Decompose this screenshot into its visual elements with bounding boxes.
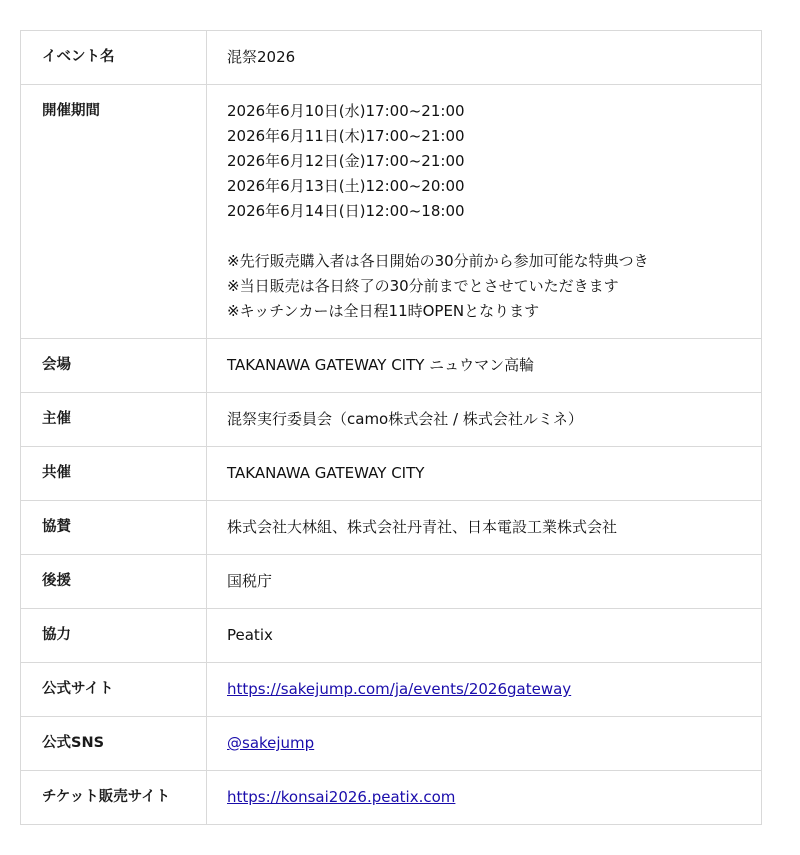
row-value-venue: TAKANAWA GATEWAY CITY ニュウマン高輪 <box>207 339 762 393</box>
table-row-official-sns <box>21 717 762 771</box>
period-note-1: ※先行販売購入者は各日開始の30分前から参加可能な特典つき <box>227 252 649 270</box>
row-value-official-site <box>207 663 762 717</box>
row-value-period <box>207 85 762 339</box>
row-value-organizer: 混祭実行委員会（camo株式会社 / 株式会社ルミネ） <box>207 393 762 447</box>
period-spacer <box>227 224 751 249</box>
table-row-period <box>21 85 762 339</box>
ticket-site-link[interactable]: https://konsai2026.peatix.com <box>227 788 456 806</box>
period-date-1: 2026年6月10日(水)17:00~21:00 <box>227 102 465 120</box>
table-row-organizer <box>21 393 762 447</box>
table-row-official-site <box>21 663 762 717</box>
table-row-event-name <box>21 31 762 85</box>
event-info-table <box>20 30 762 825</box>
table-row-support <box>21 555 762 609</box>
row-value-cooperation: Peatix <box>207 609 762 663</box>
period-date-3: 2026年6月12日(金)17:00~21:00 <box>227 152 465 170</box>
row-label-sponsor: 協賛 <box>21 501 207 555</box>
row-label-cooperation: 協力 <box>21 609 207 663</box>
table-row-co-organizer <box>21 447 762 501</box>
row-value-ticket-site <box>207 771 762 825</box>
row-label-official-sns: 公式SNS <box>21 717 207 771</box>
period-date-4: 2026年6月13日(土)12:00~20:00 <box>227 177 465 195</box>
row-label-official-site: 公式サイト <box>21 663 207 717</box>
period-note-3: ※キッチンカーは全日程11時OPENとなります <box>227 302 540 320</box>
row-label-period: 開催期間 <box>21 85 207 339</box>
row-label-support: 後援 <box>21 555 207 609</box>
row-value-event-name: 混祭2026 <box>207 31 762 85</box>
row-label-venue: 会場 <box>21 339 207 393</box>
official-sns-link[interactable]: @sakejump <box>227 734 315 752</box>
event-info-container <box>20 30 762 825</box>
official-site-link[interactable]: https://sakejump.com/ja/events/2026gateway <box>227 680 572 698</box>
table-row-sponsor <box>21 501 762 555</box>
row-label-event-name: イベント名 <box>21 31 207 85</box>
row-value-support: 国税庁 <box>207 555 762 609</box>
table-row-venue <box>21 339 762 393</box>
row-label-ticket-site: チケット販売サイト <box>21 771 207 825</box>
period-date-2: 2026年6月11日(木)17:00~21:00 <box>227 127 465 145</box>
period-note-2: ※当日販売は各日終了の30分前までとさせていただきます <box>227 277 619 295</box>
row-label-co-organizer: 共催 <box>21 447 207 501</box>
table-row-cooperation <box>21 609 762 663</box>
period-date-5: 2026年6月14日(日)12:00~18:00 <box>227 202 465 220</box>
row-value-official-sns <box>207 717 762 771</box>
table-row-ticket-site <box>21 771 762 825</box>
row-label-organizer: 主催 <box>21 393 207 447</box>
row-value-sponsor: 株式会社大林組、株式会社丹青社、日本電設工業株式会社 <box>207 501 762 555</box>
row-value-co-organizer: TAKANAWA GATEWAY CITY <box>207 447 762 501</box>
